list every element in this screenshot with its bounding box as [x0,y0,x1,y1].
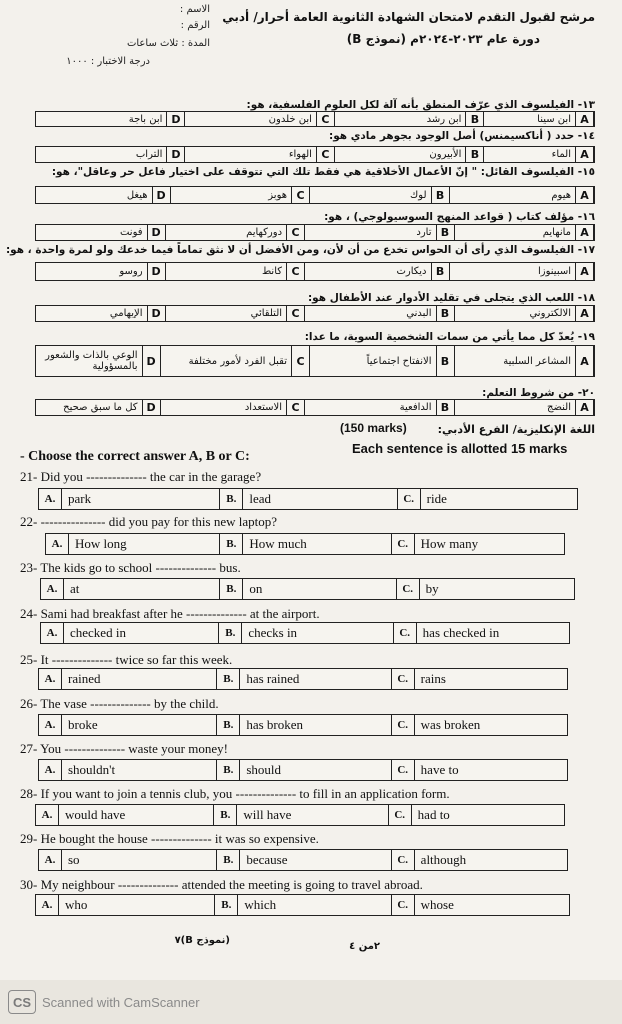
allotment-label: Each sentence is allotted 15 marks [352,441,568,456]
english-option-c[interactable] [396,579,574,599]
option-letter: B. [219,579,243,599]
arabic-option-a[interactable] [455,400,595,415]
arabic-option-a[interactable] [450,187,594,203]
option-letter: A. [39,489,62,509]
option-text: by [425,581,439,596]
english-question-28: 28- If you want to join a tennis club, you -------------- to fill in an application form. [20,786,450,801]
arabic-options-row [35,399,595,416]
option-letter: C. [391,534,415,554]
english-question-27: 27- You -------------- waste your money! [20,741,228,756]
english-options-row [38,488,578,510]
option-text: اسبينوزا [538,266,571,277]
arabic-options-row [35,186,595,204]
english-options-row [40,578,575,600]
english-option-b[interactable] [219,534,390,554]
option-text: كل ما سبق صحيح [63,402,138,413]
arabic-option-d[interactable] [36,225,166,240]
option-text: How many [420,536,479,551]
english-question-24: 24- Sami had breakfast after he -------------- at the airport. [20,606,320,621]
english-option-c[interactable] [388,805,564,825]
max-score-label: درجة الاختبار : ١٠٠٠ [66,56,150,67]
arabic-option-b[interactable] [305,400,454,415]
option-text: مانهايم [542,227,571,238]
option-letter: A. [46,534,69,554]
option-letter: B. [219,534,243,554]
option-text: الهواء [288,149,312,160]
duration-label: المدة : ثلاث ساعات [126,38,210,49]
arabic-option-c[interactable] [166,306,306,321]
arabic-option-b[interactable] [335,112,484,126]
option-text: هوبز [268,189,288,201]
arabic-option-d[interactable] [36,112,185,126]
option-text: النضج [547,402,571,413]
option-text: ابن سينا [537,113,571,125]
arabic-question-20: ٢٠- من شروط التعلم: [482,387,595,399]
option-text: ديكارت [396,266,427,277]
arabic-option-a[interactable] [455,225,595,240]
option-letter: B. [218,623,242,643]
english-option-a[interactable] [39,760,216,780]
arabic-option-a[interactable] [455,306,595,321]
option-text: rained [68,671,101,686]
english-option-c[interactable] [397,489,577,509]
option-letter: B [436,346,455,376]
english-option-a[interactable] [39,489,219,509]
option-text: on [249,581,263,596]
option-letter: A [575,147,594,162]
english-option-b[interactable] [213,805,387,825]
option-letter: A. [36,805,59,825]
english-option-a[interactable] [41,623,218,643]
option-text: had to [417,807,450,822]
option-text: الانفتاح اجتماعياً [366,355,432,367]
option-text: الدافعية [399,402,432,413]
option-text: الماء [551,149,571,160]
option-letter: B. [219,489,243,509]
option-letter: D [147,306,166,321]
option-text: التراب [135,149,163,160]
option-letter: A. [39,760,62,780]
option-text: ابن خلدون [268,113,312,125]
arabic-options-row [35,111,595,127]
option-text: although [420,852,467,867]
option-letter: C. [391,715,415,735]
option-letter: C. [391,850,415,870]
arabic-question-15: ١٥- الفيلسوف القائل: " إنّ الأعمال الأخلاقية هي فقط تلك التي تتوقف على اختيار فاعل حر وعاقل"، هو: [51,166,595,178]
arabic-option-c[interactable] [161,346,310,376]
camscanner-text: Scanned with CamScanner [42,995,200,1010]
option-letter: C. [396,579,420,599]
option-text: الأبيرون [429,149,462,160]
option-letter: C [291,187,310,203]
camscanner-logo: CS [8,990,36,1014]
english-question-29: 29- He bought the house -------------- it was so expensive. [20,831,319,846]
option-text: التلقائي [250,308,283,319]
option-text: checked in [70,625,126,640]
option-text: has checked in [422,625,500,640]
exam-title: مرشح لقبول التقدم لامتحان الشهادة الثانوية العامة أحرار/ أدبي [222,10,595,24]
option-text: rains [420,671,446,686]
arabic-question-16: ١٦- مؤلف كتاب ( قواعد المنهج السوسيولوجي) ، هو: [324,211,595,223]
option-text: so [68,852,80,867]
option-letter: C. [393,623,417,643]
option-text: which [244,897,277,912]
english-section-title: اللغة الإنكليزية/ الفرع الأدبي: [437,423,595,436]
option-text: park [68,491,92,506]
english-question-26: 26- The vase -------------- by the child. [20,696,219,711]
arabic-option-c[interactable] [185,147,334,162]
english-option-b[interactable] [219,489,396,509]
english-options-row [38,668,568,690]
option-letter: B [436,225,455,240]
option-letter: A. [39,715,62,735]
arabic-options-row [35,224,595,241]
option-letter: C. [391,895,415,915]
option-text: have to [420,762,459,777]
option-letter: C [291,346,310,376]
option-letter: D [147,263,166,280]
option-text: الوعي بالذات والشعور بالمسؤولية [45,350,138,372]
option-text: broke [68,717,98,732]
option-letter: B. [216,715,240,735]
option-letter: C. [391,669,415,689]
option-letter: C. [388,805,412,825]
english-option-c[interactable] [391,715,567,735]
option-letter: C. [391,760,415,780]
option-text: checks in [248,625,298,640]
option-text: How long [75,536,127,551]
option-text: should [246,762,281,777]
option-letter: C [286,306,305,321]
option-letter: A [575,225,594,240]
option-letter: B [436,400,455,415]
option-text: هيغل [126,189,148,201]
english-option-b[interactable] [216,850,390,870]
option-text: المشاعر السلبية [503,355,571,367]
option-letter: D [147,225,166,240]
option-text: lead [249,491,271,506]
arabic-option-b[interactable] [305,306,454,321]
english-option-a[interactable] [39,669,216,689]
option-text: الاستعداد [244,402,283,413]
option-text: shouldn't [68,762,116,777]
option-text: How much [249,536,307,551]
option-text: فونت [119,227,143,238]
option-letter: B [465,112,484,126]
english-option-a[interactable] [39,715,216,735]
english-question-21: 21- Did you -------------- the car in the garage? [20,469,262,484]
english-option-b[interactable] [214,895,390,915]
option-text: البدني [406,308,432,319]
english-option-b[interactable] [218,623,392,643]
option-text: would have [65,807,126,822]
option-letter: C [316,147,335,162]
option-letter: A. [41,579,64,599]
option-text: because [246,852,288,867]
arabic-option-a[interactable] [450,263,594,280]
english-options-row [40,622,570,644]
page-number: ٢من ٤ [349,941,380,952]
english-option-c[interactable] [391,895,569,915]
english-question-30: 30- My neighbour -------------- attended the meeting is going to travel abroad. [20,877,423,892]
arabic-option-c[interactable] [171,187,311,203]
arabic-options-row [35,146,595,163]
option-text: was broken [420,717,481,732]
option-text: تقبل الفرد لأمور مختلفة [188,355,288,367]
option-letter: B [436,306,455,321]
arabic-option-d[interactable] [36,147,185,162]
option-letter: A. [36,895,59,915]
arabic-option-a[interactable] [484,112,594,126]
arabic-option-b[interactable] [310,346,454,376]
option-letter: B. [216,850,240,870]
arabic-option-a[interactable] [484,147,594,162]
option-letter: A [575,112,594,126]
arabic-question-18: ١٨- اللعب الذي يتجلى في تقليد الأدوار عند الأطفال هو: [307,292,595,304]
arabic-option-d[interactable] [36,187,171,203]
option-letter: A [575,187,594,203]
arabic-option-b[interactable] [305,263,449,280]
english-question-25: 25- It -------------- twice so far this week. [20,652,233,667]
arabic-option-a[interactable] [455,346,595,376]
arabic-option-c[interactable] [166,263,306,280]
option-text: has broken [246,717,304,732]
arabic-option-d[interactable] [36,263,166,280]
option-letter: B [465,147,484,162]
option-letter: B [431,187,450,203]
option-letter: C [286,225,305,240]
option-letter: C [286,263,305,280]
arabic-question-14: ١٤- حدد ( أناكسيمنس) أصل الوجود بجوهر مادي هو: [329,130,595,142]
option-letter: A. [39,669,62,689]
option-text: الإيهامي [109,308,143,319]
option-letter: B. [216,760,240,780]
arabic-option-c[interactable] [185,112,334,126]
english-option-b[interactable] [216,715,390,735]
option-text: has rained [246,671,300,686]
arabic-options-row [35,262,595,281]
option-text: ابن باجة [128,113,163,125]
marks-label: (150 marks) [340,421,407,435]
english-option-c[interactable] [391,850,567,870]
arabic-option-c[interactable] [166,225,306,240]
arabic-option-d[interactable] [36,306,166,321]
option-text: ابن رشد [426,113,462,125]
option-text: دوركهايم [246,227,283,238]
english-option-b[interactable] [216,669,390,689]
english-option-c[interactable] [391,669,567,689]
option-text: who [65,897,88,912]
name-label: الاسم : [179,4,210,15]
option-letter: B. [214,895,238,915]
arabic-option-b[interactable] [310,187,450,203]
english-options-row [45,533,565,555]
option-letter: A [575,400,594,415]
exam-session: دورة عام ٢٠٢٣-٢٠٢٤م (نموذج B) [346,32,540,46]
option-letter: A [575,263,594,280]
english-options-row [38,714,568,736]
option-letter: B. [216,669,240,689]
english-question-22: 22- --------------- did you pay for this new laptop? [20,514,278,529]
arabic-option-b[interactable] [335,147,484,162]
english-options-row [38,849,568,871]
instruction-label: - Choose the correct answer A, B or C: [20,449,250,464]
english-options-row [35,804,565,826]
option-letter: D [152,187,171,203]
option-letter: B [431,263,450,280]
option-letter: A. [41,623,64,643]
option-letter: C. [397,489,421,509]
english-options-row [38,759,568,781]
english-option-a[interactable] [36,895,214,915]
english-option-c[interactable] [393,623,569,643]
option-text: ride [426,491,447,506]
option-letter: D [166,147,185,162]
option-text: تارد [416,227,432,238]
english-option-b[interactable] [216,760,390,780]
number-label: الرقم : [180,20,210,31]
arabic-question-19: ١٩- يُعدّ كل مما يأتي من سمات الشخصية السوية، ما عدا: [304,331,595,343]
option-text: لوك [410,189,427,201]
option-text: at [70,581,80,596]
english-option-a[interactable] [39,850,216,870]
arabic-option-b[interactable] [305,225,454,240]
arabic-option-d[interactable] [36,400,161,415]
english-option-b[interactable] [219,579,395,599]
english-option-a[interactable] [41,579,219,599]
option-letter: B. [213,805,237,825]
english-option-c[interactable] [391,760,567,780]
option-text: الالكتروني [529,308,571,319]
option-letter: A. [39,850,62,870]
option-text: whose [420,897,454,912]
english-options-row [35,894,570,916]
option-letter: A [575,346,594,376]
option-letter: C [286,400,305,415]
option-letter: D [166,112,185,126]
model-label: (نموذج B)٧ [174,935,230,946]
option-text: هيوم [551,189,571,201]
english-option-a[interactable] [36,805,213,825]
option-letter: C [316,112,335,126]
option-letter: A [575,306,594,321]
arabic-question-13: ١٣- الفيلسوف الذي عرّف المنطق بأنه آلة لكل العلوم الفلسفية، هو: [246,99,595,111]
arabic-option-d[interactable] [36,346,161,376]
arabic-options-row [35,345,595,377]
english-option-c[interactable] [391,534,564,554]
option-letter: D [142,346,161,376]
option-letter: D [142,400,161,415]
arabic-question-17: ١٧- الفيلسوف الذي رأى أن الحواس تخدع من أن لأن، ومن الأفضل أن لا نثق تماماً فيما خدعك ولو لمرة واحدة ، هو: [5,244,595,256]
option-text: كانط [261,266,283,277]
arabic-options-row [35,305,595,322]
english-option-a[interactable] [46,534,219,554]
option-text: روسو [119,266,143,277]
arabic-option-c[interactable] [161,400,305,415]
option-text: will have [243,807,292,822]
english-question-23: 23- The kids go to school -------------- bus. [20,560,241,575]
